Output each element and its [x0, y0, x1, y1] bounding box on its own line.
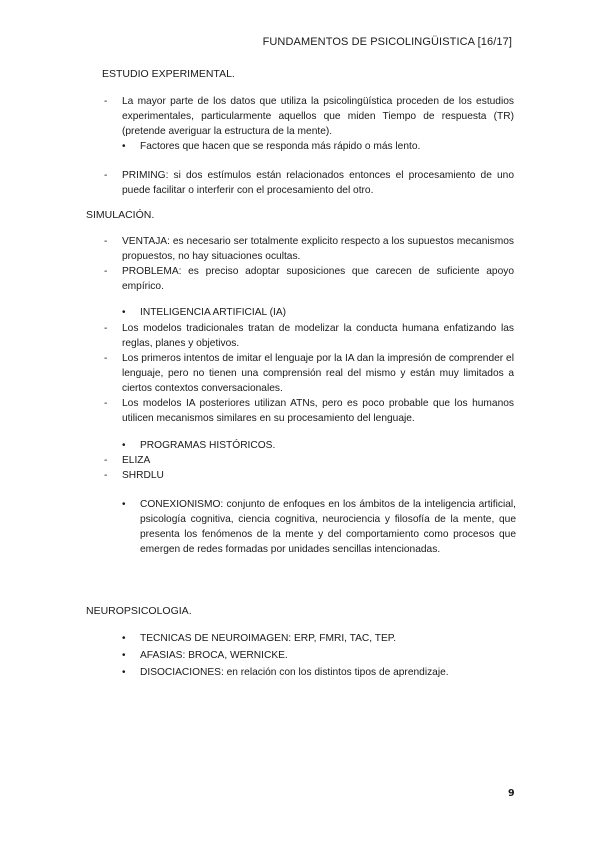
dash-marker: -: [104, 398, 108, 409]
section-title-simulacion: SIMULACIÓN.: [86, 209, 155, 221]
list-item: [104, 234, 514, 264]
bullet-marker: •: [122, 633, 126, 644]
dash-marker: -: [104, 353, 108, 364]
item-text: ELIZA: [122, 455, 151, 466]
list-item: [122, 497, 516, 557]
list-item: [104, 453, 514, 468]
item-text: VENTAJA: es necesario ser totalmente explicito respecto a los supuestos mecanismos propuestos, no hay situaciones ocultas.: [122, 236, 514, 262]
list-item: [104, 468, 514, 483]
item-text: Los modelos tradicionales tratan de modelizar la conducta humana enfatizando las reglas, planes y objetivos.: [122, 323, 514, 349]
list-item: [122, 305, 520, 320]
ia-heading-block: [122, 305, 520, 320]
list-item: [104, 321, 514, 351]
list-item: [122, 665, 520, 680]
ia-list: [104, 321, 514, 426]
item-text: SHRDLU: [122, 470, 164, 481]
item-text: PROGRAMAS HISTÓRICOS.: [140, 440, 276, 451]
programas-heading-block: [122, 438, 520, 453]
bullet-marker: •: [122, 141, 126, 152]
item-text: CONEXIONISMO: conjunto de enfoques en los ámbitos de la inteligencia artificial, psicología cognitiva, ciencia cognitiva, neurociencia y filosofía de la mente, que presenta los fenómenos de la mente y del comportamiento como procesos que emergen de redes formadas por unidades sencillas intencionadas.: [140, 499, 516, 555]
item-text: PROBLEMA: es preciso adoptar suposiciones que carecen de suficiente apoyo empírico.: [122, 266, 514, 292]
section-title-neuropsicologia: NEUROPSICOLOGIA.: [86, 605, 192, 617]
section-simulacion-list: [104, 234, 514, 294]
bullet-marker: •: [122, 499, 126, 510]
item-text: PRIMING: si dos estímulos están relacionados entonces el procesamiento de uno puede facilitar o interferir con el procesamiento del otro.: [122, 170, 514, 196]
dash-marker: -: [104, 96, 108, 107]
item-text: Factores que hacen que se responda más rápido o más lento.: [140, 141, 421, 152]
list-item: [104, 264, 514, 294]
item-text: TECNICAS DE NEUROIMAGEN: ERP, FMRI, TAC, TEP.: [140, 633, 397, 644]
section-estudio-experimental-list: [104, 94, 514, 139]
bullet-marker: •: [122, 307, 126, 318]
list-item: [122, 139, 520, 154]
dash-marker: -: [104, 266, 108, 277]
dash-marker: -: [104, 455, 108, 466]
dash-marker: -: [104, 170, 108, 181]
conexionismo-block: [122, 497, 516, 557]
list-item: [104, 168, 514, 198]
section-neuropsicologia-list: [122, 631, 520, 680]
bullet-marker: •: [122, 440, 126, 451]
list-item: [122, 438, 520, 453]
list-item: [122, 631, 520, 646]
sub-bullet-block: [122, 139, 520, 154]
page-number: 9: [508, 788, 515, 799]
list-item: [104, 351, 514, 396]
dash-marker: -: [104, 323, 108, 334]
item-text: INTELIGENCIA ARTIFICIAL (IA): [140, 307, 287, 318]
dash-marker: -: [104, 236, 108, 247]
list-item: [122, 648, 520, 663]
priming-block: [104, 168, 514, 198]
list-item: [104, 94, 514, 139]
dash-marker: -: [104, 470, 108, 481]
item-text: DISOCIACIONES: en relación con los distintos tipos de aprendizaje.: [140, 667, 449, 678]
section-title-estudio-experimental: ESTUDIO EXPERIMENTAL.: [102, 68, 235, 80]
list-item: [104, 396, 514, 426]
bullet-marker: •: [122, 667, 126, 678]
bullet-marker: •: [122, 650, 126, 661]
page-header: FUNDAMENTOS DE PSICOLINGÜISTICA [16/17]: [262, 36, 512, 48]
item-text: Los primeros intentos de imitar el lenguaje por la IA dan la impresión de comprender el lenguaje, pero no tienen una comprensión real del mismo y están muy limitados a ciertos contextos conversacionales.: [122, 353, 514, 394]
item-text: AFASIAS: BROCA, WERNICKE.: [140, 650, 288, 661]
item-text: La mayor parte de los datos que utiliza la psicolingüística proceden de los estudios experimentales, particularmente aquellos que miden Tiempo de respuesta (TR) (pretende averiguar la estructura de la mente).: [122, 96, 514, 137]
programas-list: [104, 453, 514, 483]
item-text: Los modelos IA posteriores utilizan ATNs, pero es poco probable que los humanos utilicen mecanismos similares en su procesamiento del lenguaje.: [122, 398, 514, 424]
